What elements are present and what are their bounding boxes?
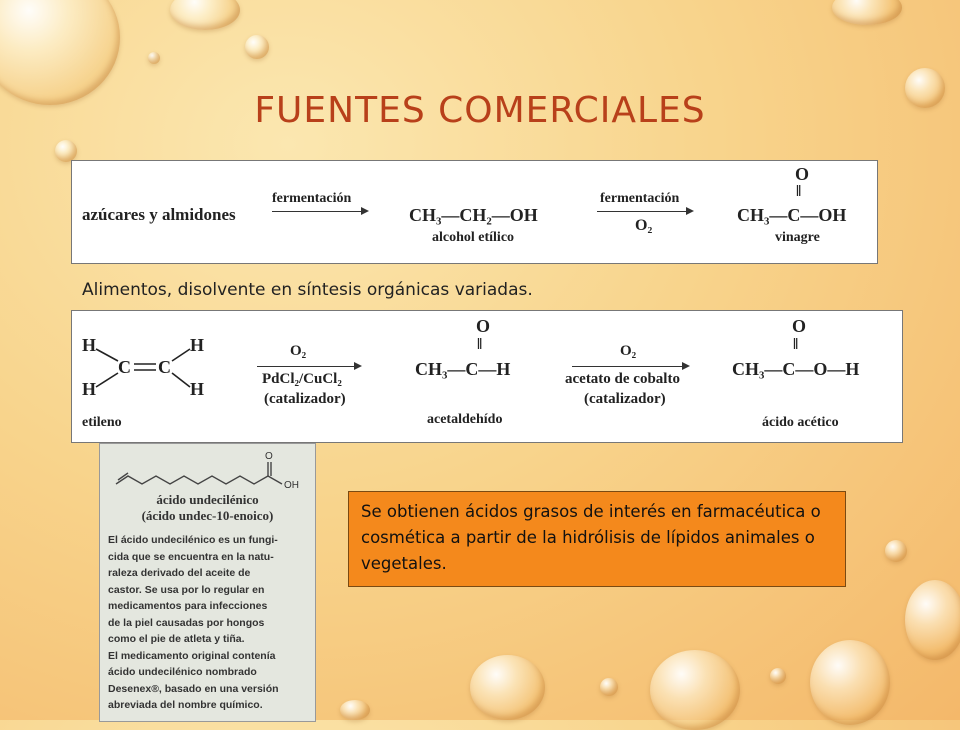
ethylene-atom-h: H [190,379,205,399]
ethylene-atom-c: C [118,357,131,377]
name-ethanol: alcohol etílico [432,230,515,245]
card-compound-name: ácido undecilénico [156,492,259,507]
double-bond: ‖ [477,336,483,353]
water-drop [245,35,269,59]
ethylene-atom-c: C [158,357,171,377]
formula-ethanol: CH₃—CH₂—OH [409,205,538,225]
card-text-line: Desenex®, basado en una versión [108,682,279,695]
name-acetaldehyde: acetaldehído [427,412,503,427]
water-drop [148,52,160,64]
water-drop [810,640,890,725]
reaction-arrow [572,366,688,367]
reaction-arrow [272,211,367,212]
structure-group-oh: OH [284,480,299,491]
water-drop [905,580,960,660]
card-text-line: abreviada del nombre químico. [108,699,263,711]
reaction-box-oxidation [71,310,903,443]
page-title: FUENTES COMERCIALES [254,90,706,131]
water-drop [832,0,902,25]
undecylenic-acid-card [99,443,316,722]
water-drop [885,540,907,562]
catalyst-pdcl2-cucl2: PdCl₂/CuCl₂ [262,371,342,387]
double-bond: ‖ [793,336,799,353]
reaction-arrow [597,211,692,212]
arrow-label-fermentation: fermentación [272,191,352,206]
card-iupac-name: (ácido undec-10-enoico) [141,508,274,523]
water-drop [340,700,370,720]
water-drop [170,0,240,30]
ethylene-atom-h: H [82,335,97,355]
callout-fatty-acids: Se obtienen ácidos grasos de interés en farmacéutica o cosmética a partir de la hidrólisis de lípidos animales o vegetales. [348,491,846,587]
card-text-line: de la piel causadas por hongos [108,616,265,629]
card-text-line: El medicamento original contenía [108,649,276,662]
catalyst-cobalt-acetate: acetato de cobalto [565,371,680,387]
card-text-line: cida que se encuentra en la natu- [108,550,274,563]
arrow-reagent-o2: O₂ [620,343,637,359]
card-text-line: raleza derivado del aceite de [108,567,251,579]
name-vinegar: vinagre [775,230,820,245]
formula-acetaldehyde: CH₃—C—H [415,359,511,379]
card-description [100,532,315,714]
card-text-line: ácido undecilénico nombrado [108,666,257,678]
reactant-sugars: azúcares y almidones [82,205,236,224]
carbonyl-oxygen: O [795,164,810,184]
card-text-line: medicamentos para infecciones [108,600,268,612]
card-text-line: El ácido undecilénico es un fungi- [108,534,278,546]
reaction-box-fermentation [71,160,878,264]
water-drop [650,650,740,730]
catalyst-note: (catalizador) [584,391,666,407]
formula-acetic-acid: CH₃—C—OH [737,205,847,225]
reaction-arrow [257,366,360,367]
structure-atom-o: O [265,451,273,462]
arrow-label-fermentation-2: fermentación [600,191,680,206]
water-drop [600,678,618,696]
name-acetic-acid: ácido acético [762,415,839,430]
card-text-line: como el pie de atleta y tiña. [108,633,245,645]
water-drop [770,668,786,684]
double-bond: ‖ [796,183,802,200]
name-ethylene: etileno [82,415,122,430]
water-drop [55,140,77,162]
card-text-line: castor. Se usa por lo regular en [108,583,265,596]
carbonyl-oxygen: O [792,316,807,336]
ethylene-atom-h: H [190,335,205,355]
subtitle-uses: Alimentos, disolvente en síntesis orgánicas variadas. [82,280,533,300]
ethylene-structure [78,329,228,429]
arrow-reagent-o2: O₂ [635,217,653,234]
undecylenic-acid-structure [100,444,315,494]
ethylene-atom-h: H [82,379,97,399]
formula-acetic-acid: CH₃—C—O—H [732,359,860,379]
water-drop [470,655,545,720]
carbonyl-oxygen: O [476,316,491,336]
arrow-reagent-o2: O₂ [290,343,307,359]
catalyst-note: (catalizador) [264,391,346,407]
